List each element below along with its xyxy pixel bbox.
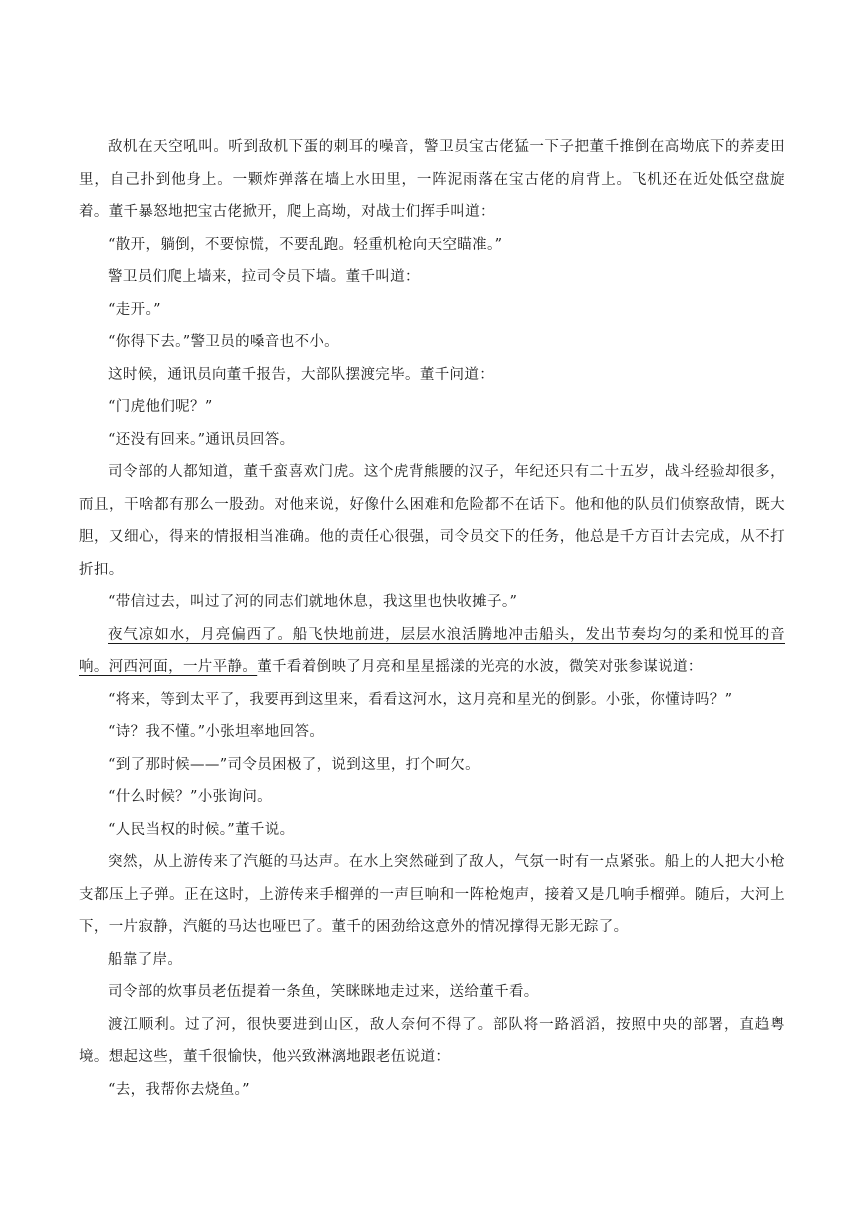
paragraph: “什么时候？”小张询问。 [108, 789, 273, 805]
paragraph: “你得下去。”警卫员的嗓音也不小。 [108, 334, 340, 350]
paragraph: “门虎他们呢？” [108, 399, 213, 415]
paragraph: “人民当权的时候。”董千说。 [108, 821, 295, 838]
paragraph: 渡江顺利。过了河，很快要进到山区，敌人奈何不得了。部队将一路滔滔，按照中央的部署，直趋粤境。想起这些，董千很愉快，他兴致淋漓地跟老伍说道： [79, 1016, 785, 1065]
underlined-passage: 夜气凉如水，月亮偏西了。船飞快地前进，层层水浪活腾地冲击船头，发出节奏均匀的柔和悦耳的音响。河西河面，一片平静。 [79, 626, 785, 675]
paragraph: “走开。” [108, 301, 161, 318]
paragraph: 警卫员们爬上墙来，拉司令员下墙。董千叫道： [108, 269, 420, 285]
paragraph: 司令部的炊事员老伍提着一条鱼，笑眯眯地走过来，送给董千看。 [108, 984, 539, 1000]
document-body [79, 131, 785, 1106]
paragraph: “散开，躺倒，不要惊慌，不要乱跑。轻重机枪向天空瞄准。” [108, 236, 503, 253]
paragraph: “去，我帮你去烧鱼。” [108, 1081, 250, 1098]
paragraph: “到了那时候——”司令员困极了，说到这里，打个呵欠。 [108, 756, 480, 773]
paragraph: 船靠了岸。 [108, 951, 183, 968]
paragraph: “带信过去，叫过了河的同志们就地休息，我这里也快收摊子。” [108, 594, 518, 610]
paragraph: 突然，从上游传来了汽艇的马达声。在水上突然碰到了敌人，气氛一时有一点紧张。船上的人把大小枪支都压上子弹。正在这时，上游传来手榴弹的一声巨响和一阵枪炮声，接着又是几响手榴弹。随后，大河上下，一片寂静，汽艇的马达也哑巴了。董千的困劲给这意外的情况撑得无影无踪了。 [79, 854, 785, 935]
paragraph-continuation: 董千看着倒映了月亮和星星摇漾的光亮的水波，微笑对张参谋说道： [257, 659, 703, 675]
paragraph: “诗？我不懂。”小张坦率地回答。 [108, 724, 325, 740]
underlined-paragraph [79, 619, 785, 684]
paragraph: 这时候，通讯员向董千报告，大部队摆渡完毕。董千问道： [108, 366, 495, 383]
paragraph: 司令部的人都知道，董千蛮喜欢门虎。这个虎背熊腰的汉子，年纪还只有二十五岁，战斗经验却很多，而且，干啥都有那么一股劲。对他来说，好像什么困难和危险都不在话下。他和他的队员们侦察敌情，既大胆，又细心，得来的情报相当准确。他的责任心很强，司令员交下的任务，他总是千方百计去完成，从不打折扣。 [79, 464, 785, 578]
paragraph: “还没有回来。”通讯员回答。 [108, 431, 295, 448]
paragraph: 敌机在天空吼叫。听到敌机下蛋的刺耳的噪音，警卫员宝古佬猛一下子把董千推倒在高坳底下的荞麦田里，自己扑到他身上。一颗炸弹落在墙上水田里，一阵泥雨落在宝古佬的肩背上。飞机还在近处低空盘旋着。董千暴怒地把宝古佬掀开，爬上高坳，对战士们挥手叫道： [79, 139, 785, 220]
paragraph: “将来，等到太平了，我要再到这里来，看看这河水，这月亮和星光的倒影。小张，你懂诗吗？” [108, 691, 733, 708]
